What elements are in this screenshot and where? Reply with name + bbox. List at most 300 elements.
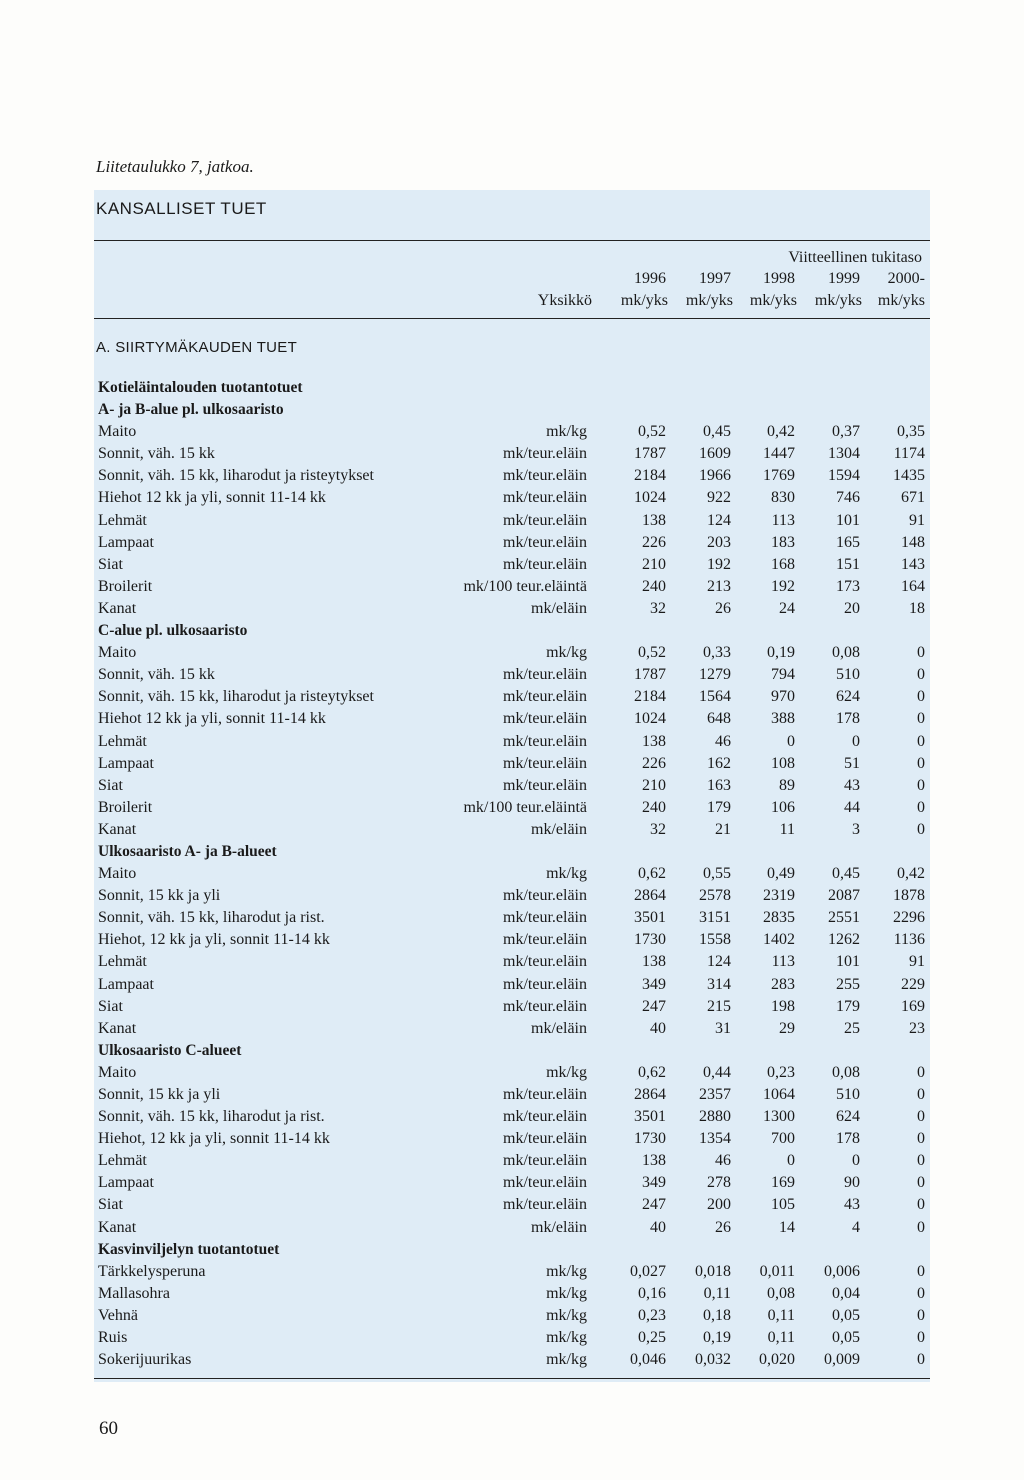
value-cell: 210	[642, 555, 666, 573]
value-cell: 0	[917, 1086, 925, 1103]
value-cell: 169	[901, 997, 925, 1015]
value-cell: 314	[707, 975, 731, 993]
value-cell: 3	[852, 820, 860, 838]
value-cell: 46	[715, 1152, 731, 1170]
row-label: Tärkkelysperuna	[98, 1262, 206, 1280]
value-cell: 0,44	[703, 1063, 731, 1081]
row-unit: mk/teur.eläin	[503, 975, 587, 993]
value-cell: 2184	[634, 688, 666, 706]
value-cell: 24	[779, 599, 795, 617]
value-cell: 26	[715, 599, 731, 617]
value-cell: 138	[642, 511, 666, 529]
value-cell: 124	[707, 953, 731, 971]
row-unit: mk/kg	[546, 1262, 587, 1280]
group-heading: A- ja B-alue pl. ulkosaaristo	[98, 401, 284, 419]
section-heading: A. SIIRTYMÄKAUDEN TUET	[96, 339, 298, 356]
row-unit: mk/teur.eläin	[503, 953, 587, 971]
value-cell: 1609	[699, 445, 731, 463]
group-heading-row	[0, 841, 1024, 863]
table-row	[0, 1261, 1024, 1283]
table-row	[0, 1194, 1024, 1216]
header-unit-label: Yksikkö	[537, 292, 592, 309]
value-cell: 0,19	[767, 644, 795, 662]
value-cell: 3501	[634, 909, 666, 927]
value-cell: 0,35	[897, 423, 925, 441]
value-cell: 2296	[893, 909, 925, 927]
row-label: Siat	[98, 776, 123, 794]
row-unit: mk/teur.eläin	[503, 776, 587, 794]
row-unit: mk/eläin	[531, 1019, 587, 1037]
value-cell: 0	[852, 732, 860, 750]
value-cell: 0,45	[703, 423, 731, 441]
value-cell: 229	[901, 975, 925, 993]
page-number: 60	[99, 1418, 118, 1439]
value-cell: 0	[917, 644, 925, 662]
value-cell: 624	[836, 1108, 860, 1126]
value-cell: 163	[707, 776, 731, 794]
table-row	[0, 598, 1024, 620]
row-label: Broilerit	[98, 577, 153, 595]
value-cell: 349	[642, 975, 666, 993]
row-label: Broilerit	[98, 798, 153, 816]
value-cell: 1024	[634, 489, 666, 507]
value-cell: 138	[642, 953, 666, 971]
value-cell: 192	[771, 577, 795, 595]
value-cell: 0	[917, 1284, 925, 1302]
value-cell: 0,18	[703, 1306, 731, 1324]
value-cell: 108	[771, 754, 795, 772]
value-cell: 1024	[634, 710, 666, 728]
value-cell: 1064	[763, 1086, 795, 1103]
value-cell: 89	[779, 776, 795, 794]
row-label: Sonnit, väh. 15 kk	[98, 666, 215, 684]
row-label: Lampaat	[98, 754, 154, 772]
value-cell: 0,62	[638, 1063, 666, 1081]
row-label: Maito	[98, 644, 137, 662]
value-cell: 226	[642, 533, 666, 551]
value-cell: 178	[836, 710, 860, 728]
value-cell: 0	[917, 732, 925, 750]
row-unit: mk/kg	[546, 865, 587, 883]
value-cell: 0	[917, 666, 925, 684]
row-label: Lehmät	[98, 1152, 147, 1170]
value-cell: 1300	[763, 1108, 795, 1126]
row-label: Sonnit, väh. 15 kk, liharodut ja risteytykset	[98, 467, 374, 485]
table-row	[0, 1150, 1024, 1172]
row-label: Siat	[98, 997, 123, 1015]
value-cell: 1435	[893, 467, 925, 485]
table-row	[0, 686, 1024, 708]
group-heading-row	[0, 620, 1024, 642]
value-cell: 0	[917, 1329, 925, 1347]
value-cell: 1136	[893, 931, 925, 949]
value-cell: 0,08	[767, 1284, 795, 1302]
value-cell: 91	[909, 953, 925, 971]
value-cell: 2864	[634, 1086, 666, 1103]
row-unit: mk/teur.eläin	[503, 489, 587, 507]
value-cell: 1966	[699, 467, 731, 485]
value-cell: 43	[844, 776, 860, 794]
table-row	[0, 775, 1024, 797]
value-cell: 0,046	[630, 1351, 666, 1369]
header-unit-1999: mk/yks	[814, 292, 862, 309]
row-label: Sokerijuurikas	[98, 1351, 192, 1369]
row-unit: mk/100 teur.eläintä	[463, 577, 587, 595]
value-cell: 198	[771, 997, 795, 1015]
table-row	[0, 819, 1024, 841]
value-cell: 0,55	[703, 865, 731, 883]
value-cell: 0,11	[767, 1329, 795, 1347]
value-cell: 700	[771, 1130, 795, 1148]
value-cell: 0	[917, 1174, 925, 1192]
row-label: Maito	[98, 1063, 137, 1081]
table-row	[0, 1327, 1024, 1349]
value-cell: 20	[844, 599, 860, 617]
value-cell: 0,23	[767, 1063, 795, 1081]
value-cell: 1787	[634, 666, 666, 684]
value-cell: 1304	[828, 445, 860, 463]
value-cell: 0,33	[703, 644, 731, 662]
value-cell: 1174	[893, 445, 925, 463]
value-cell: 2551	[828, 909, 860, 927]
value-cell: 671	[901, 489, 925, 507]
value-cell: 162	[707, 754, 731, 772]
row-unit: mk/teur.eläin	[503, 445, 587, 463]
value-cell: 213	[707, 577, 731, 595]
row-unit: mk/teur.eläin	[503, 909, 587, 927]
value-cell: 2319	[763, 887, 795, 905]
row-unit: mk/eläin	[531, 820, 587, 838]
value-cell: 148	[901, 533, 925, 551]
value-cell: 0	[917, 1152, 925, 1170]
value-cell: 0,04	[832, 1284, 860, 1302]
value-cell: 648	[707, 710, 731, 728]
row-unit: mk/teur.eläin	[503, 710, 587, 728]
row-label: Hiehot 12 kk ja yli, sonnit 11-14 kk	[98, 489, 326, 507]
header-unit-1997: mk/yks	[685, 292, 733, 309]
value-cell: 179	[836, 997, 860, 1015]
value-cell: 105	[771, 1196, 795, 1214]
value-cell: 830	[771, 489, 795, 507]
value-cell: 0,42	[897, 865, 925, 883]
row-unit: mk/teur.eläin	[503, 887, 587, 905]
group-heading: Kotieläintalouden tuotantotuet	[98, 379, 303, 396]
row-label: Lehmät	[98, 732, 147, 750]
header-unit-2000: mk/yks	[877, 292, 925, 309]
value-cell: 240	[642, 577, 666, 595]
value-cell: 0,62	[638, 865, 666, 883]
table-row	[0, 465, 1024, 487]
row-unit: mk/teur.eläin	[503, 1108, 587, 1126]
value-cell: 226	[642, 754, 666, 772]
group-heading: Kasvinviljelyn tuotantotuet	[98, 1240, 280, 1258]
table-row	[0, 974, 1024, 996]
value-cell: 25	[844, 1019, 860, 1037]
row-unit: mk/teur.eläin	[503, 997, 587, 1015]
table-row	[0, 642, 1024, 664]
value-cell: 922	[707, 489, 731, 507]
page-title: KANSALLISET TUET	[96, 199, 267, 218]
value-cell: 0,08	[832, 1063, 860, 1081]
table-row	[0, 1062, 1024, 1084]
table-row	[0, 885, 1024, 907]
value-cell: 1730	[634, 1130, 666, 1148]
header-year-1997: 1997	[699, 270, 731, 287]
value-cell: 23	[909, 1019, 925, 1037]
header-top-rule	[94, 240, 930, 241]
header-unit-1996: mk/yks	[620, 292, 668, 309]
row-label: Lampaat	[98, 975, 154, 993]
group-heading: Ulkosaaristo C-alueet	[98, 1041, 242, 1059]
value-cell: 2835	[763, 909, 795, 927]
value-cell: 0	[917, 1218, 925, 1236]
value-cell: 2357	[699, 1086, 731, 1103]
table-bottom-rule	[94, 1378, 930, 1379]
header-unit-1998: mk/yks	[749, 292, 797, 309]
value-cell: 0,19	[703, 1329, 731, 1347]
value-cell: 3501	[634, 1108, 666, 1126]
row-label: Maito	[98, 865, 137, 883]
value-cell: 0,027	[630, 1262, 666, 1280]
value-cell: 31	[715, 1019, 731, 1037]
group-heading: C-alue pl. ulkosaaristo	[98, 622, 248, 640]
table-row	[0, 753, 1024, 775]
row-label: Kanat	[98, 820, 137, 838]
row-label: Maito	[98, 423, 137, 441]
value-cell: 0,37	[832, 423, 860, 441]
value-cell: 178	[836, 1130, 860, 1148]
value-cell: 138	[642, 1152, 666, 1170]
row-unit: mk/eläin	[531, 1218, 587, 1236]
row-label: Sonnit, 15 kk ja yli	[98, 1086, 221, 1103]
value-cell: 3151	[699, 909, 731, 927]
row-unit: mk/teur.eläin	[503, 511, 587, 529]
value-cell: 0,011	[759, 1262, 795, 1280]
value-cell: 0,45	[832, 865, 860, 883]
value-cell: 29	[779, 1019, 795, 1037]
header-year-2000: 2000-	[887, 270, 925, 287]
value-cell: 26	[715, 1218, 731, 1236]
group-heading-row	[0, 399, 1024, 421]
value-cell: 11	[779, 820, 795, 838]
row-label: Siat	[98, 555, 123, 573]
value-cell: 2864	[634, 887, 666, 905]
value-cell: 624	[836, 688, 860, 706]
value-cell: 0	[787, 732, 795, 750]
value-cell: 0	[917, 776, 925, 794]
value-cell: 0,032	[695, 1351, 731, 1369]
value-cell: 349	[642, 1174, 666, 1192]
value-cell: 43	[844, 1196, 860, 1214]
row-label: Mallasohra	[98, 1284, 170, 1302]
value-cell: 183	[771, 533, 795, 551]
row-unit: mk/teur.eläin	[503, 732, 587, 750]
value-cell: 113	[771, 953, 795, 971]
value-cell: 44	[844, 798, 860, 816]
table-row	[0, 1084, 1024, 1106]
value-cell: 179	[707, 798, 731, 816]
row-unit: mk/teur.eläin	[503, 931, 587, 949]
table-row	[0, 1128, 1024, 1150]
header-year-1996: 1996	[634, 270, 666, 287]
table-row	[0, 1172, 1024, 1194]
header-year-1998: 1998	[763, 270, 795, 287]
table-row	[0, 708, 1024, 730]
table-row	[0, 1217, 1024, 1239]
value-cell: 1354	[699, 1130, 731, 1148]
table-row	[0, 421, 1024, 443]
table-row	[0, 1018, 1024, 1040]
value-cell: 113	[771, 511, 795, 529]
value-cell: 255	[836, 975, 860, 993]
value-cell: 106	[771, 798, 795, 816]
value-cell: 143	[901, 555, 925, 573]
value-cell: 0	[917, 1108, 925, 1126]
value-cell: 0,16	[638, 1284, 666, 1302]
table-row	[0, 664, 1024, 686]
value-cell: 101	[836, 511, 860, 529]
table-row	[0, 1305, 1024, 1327]
value-cell: 1447	[763, 445, 795, 463]
row-label: Kanat	[98, 1019, 137, 1037]
table-row	[0, 510, 1024, 532]
row-unit: mk/teur.eläin	[503, 1086, 587, 1103]
row-label: Vehnä	[98, 1306, 138, 1324]
value-cell: 192	[707, 555, 731, 573]
table-row	[0, 1349, 1024, 1371]
value-cell: 18	[909, 599, 925, 617]
row-label: Hiehot, 12 kk ja yli, sonnit 11-14 kk	[98, 931, 330, 949]
value-cell: 0,23	[638, 1306, 666, 1324]
value-cell: 1262	[828, 931, 860, 949]
row-unit: mk/teur.eläin	[503, 467, 587, 485]
table-row	[0, 443, 1024, 465]
table-row	[0, 576, 1024, 598]
value-cell: 165	[836, 533, 860, 551]
group-heading-row	[0, 1040, 1024, 1062]
row-label: Lehmät	[98, 511, 147, 529]
value-cell: 388	[771, 710, 795, 728]
value-cell: 200	[707, 1196, 731, 1214]
row-unit: mk/kg	[546, 1351, 587, 1369]
value-cell: 0,020	[759, 1351, 795, 1369]
row-unit: mk/kg	[546, 1306, 587, 1324]
value-cell: 168	[771, 555, 795, 573]
value-cell: 4	[852, 1218, 860, 1236]
value-cell: 1730	[634, 931, 666, 949]
row-label: Lehmät	[98, 953, 147, 971]
value-cell: 0	[917, 1063, 925, 1081]
row-unit: mk/teur.eläin	[503, 666, 587, 684]
row-label: Hiehot, 12 kk ja yli, sonnit 11-14 kk	[98, 1130, 330, 1148]
row-unit: mk/eläin	[531, 599, 587, 617]
row-unit: mk/teur.eläin	[503, 688, 587, 706]
value-cell: 0,11	[703, 1284, 731, 1302]
value-cell: 1558	[699, 931, 731, 949]
value-cell: 970	[771, 688, 795, 706]
value-cell: 794	[771, 666, 795, 684]
table-row	[0, 863, 1024, 885]
value-cell: 0,52	[638, 644, 666, 662]
row-unit: mk/teur.eläin	[503, 754, 587, 772]
row-label: Sonnit, väh. 15 kk	[98, 445, 215, 463]
value-cell: 0	[917, 820, 925, 838]
table-row	[0, 487, 1024, 509]
row-unit: mk/kg	[546, 644, 587, 662]
table-body	[0, 377, 1024, 1371]
value-cell: 0	[917, 1306, 925, 1324]
value-cell: 1402	[763, 931, 795, 949]
row-unit: mk/teur.eläin	[503, 1174, 587, 1192]
row-label: Kanat	[98, 1218, 137, 1236]
row-unit: mk/teur.eläin	[503, 555, 587, 573]
value-cell: 0,05	[832, 1306, 860, 1324]
value-cell: 101	[836, 953, 860, 971]
table-row	[0, 1106, 1024, 1128]
row-label: Sonnit, väh. 15 kk, liharodut ja rist.	[98, 1108, 325, 1126]
value-cell: 0,08	[832, 644, 860, 662]
table-row	[0, 1283, 1024, 1305]
value-cell: 21	[715, 820, 731, 838]
value-cell: 32	[650, 599, 666, 617]
row-unit: mk/kg	[546, 1063, 587, 1081]
value-cell: 0,52	[638, 423, 666, 441]
value-cell: 278	[707, 1174, 731, 1192]
row-unit: mk/kg	[546, 1329, 587, 1347]
header-year-1999: 1999	[828, 270, 860, 287]
table-row	[0, 797, 1024, 819]
row-label: Sonnit, 15 kk ja yli	[98, 887, 221, 905]
value-cell: 164	[901, 577, 925, 595]
header-group-label: Viitteellinen tukitaso	[788, 249, 922, 266]
value-cell: 0	[852, 1152, 860, 1170]
value-cell: 0	[917, 1196, 925, 1214]
value-cell: 510	[836, 666, 860, 684]
value-cell: 1787	[634, 445, 666, 463]
table-row	[0, 907, 1024, 929]
value-cell: 240	[642, 798, 666, 816]
row-label: Ruis	[98, 1329, 128, 1347]
table-row	[0, 731, 1024, 753]
value-cell: 46	[715, 732, 731, 750]
row-unit: mk/teur.eläin	[503, 1152, 587, 1170]
value-cell: 173	[836, 577, 860, 595]
table-row	[0, 951, 1024, 973]
value-cell: 283	[771, 975, 795, 993]
value-cell: 0	[917, 1130, 925, 1148]
group-heading-row	[0, 1239, 1024, 1261]
value-cell: 0,49	[767, 865, 795, 883]
row-unit: mk/kg	[546, 1284, 587, 1302]
value-cell: 0,05	[832, 1329, 860, 1347]
value-cell: 124	[707, 511, 731, 529]
value-cell: 210	[642, 776, 666, 794]
header-bottom-rule	[94, 318, 930, 319]
value-cell: 0,25	[638, 1329, 666, 1347]
value-cell: 2880	[699, 1108, 731, 1126]
value-cell: 51	[844, 754, 860, 772]
value-cell: 40	[650, 1218, 666, 1236]
value-cell: 215	[707, 997, 731, 1015]
value-cell: 1878	[893, 887, 925, 905]
value-cell: 138	[642, 732, 666, 750]
value-cell: 2184	[634, 467, 666, 485]
row-label: Sonnit, väh. 15 kk, liharodut ja risteytykset	[98, 688, 374, 706]
value-cell: 0,018	[695, 1262, 731, 1280]
value-cell: 1594	[828, 467, 860, 485]
row-unit: mk/100 teur.eläintä	[463, 798, 587, 816]
row-unit: mk/teur.eläin	[503, 1130, 587, 1148]
